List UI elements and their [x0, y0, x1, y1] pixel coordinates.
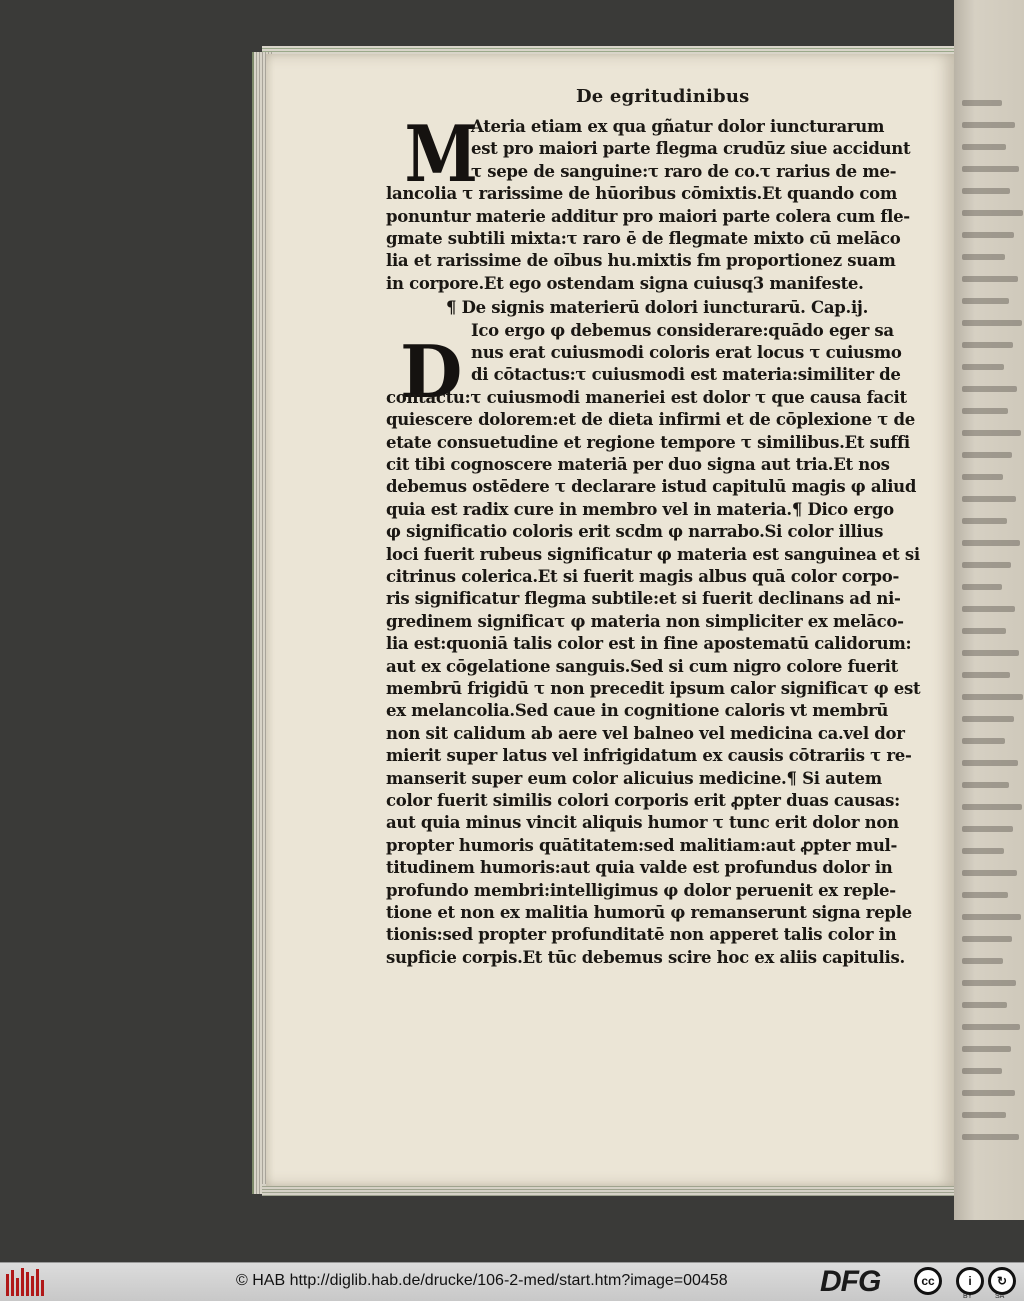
dfg-logo[interactable]: DFG: [820, 1265, 881, 1298]
adjacent-text-line: [962, 540, 1020, 546]
logo-bar: [6, 1274, 9, 1296]
adjacent-text-line: [962, 430, 1021, 436]
logo-bar: [21, 1268, 24, 1296]
adjacent-text-line: [962, 1046, 1011, 1052]
logo-bar: [31, 1276, 34, 1296]
logo-bar: [11, 1270, 14, 1296]
text-line: τ sepe de sanguine:τ raro de co.τ rarius de me-: [471, 161, 897, 181]
adjacent-text-line: [962, 804, 1022, 810]
adjacent-text-line: [962, 386, 1017, 392]
adjacent-text-line: [962, 122, 1015, 128]
initial-letter-d: D: [400, 329, 463, 414]
adjacent-text-line: [962, 694, 1023, 700]
logo-bar: [41, 1280, 44, 1296]
logo-bar: [36, 1269, 39, 1296]
text-line: non sit calidum ab aere vel balneo vel medicina ca.vel dor: [386, 723, 905, 743]
text-line: contactu:τ cuiusmodi maneriei est dolor τ que causa facit: [386, 387, 907, 407]
text-line: ponuntur materie additur pro maiori parte colera cum fle-: [386, 206, 910, 226]
text-line: gredinem significaτ φ materia non simpliciter ex melāco-: [386, 611, 904, 631]
adjacent-text-line: [962, 254, 1005, 260]
text-line: aut ex cōgelatione sanguis.Sed si cum nigro colore fuerit: [386, 656, 898, 676]
logo-bar: [16, 1278, 19, 1296]
adjacent-text-line: [962, 782, 1009, 788]
adjacent-text-line: [962, 144, 1006, 150]
adjacent-text-line: [962, 980, 1016, 986]
text-line: cit tibi cognoscere materiā per duo signa aut tria.Et nos: [386, 455, 890, 474]
adjacent-text-line: [962, 452, 1012, 458]
adjacent-page: [954, 0, 1024, 1220]
text-line: gmate subtili mixta:τ raro ē de flegmate mixto cū melāco: [386, 229, 901, 248]
adjacent-text-line: [962, 364, 1004, 370]
text-line: supficie corpis.Et tūc debemus scire hoc ex aliis capitulis.: [386, 947, 905, 967]
text-line: membrū frigidū τ non precedit ipsum calor significaτ φ est: [386, 679, 921, 698]
cc-license-icon[interactable]: cc: [914, 1267, 942, 1295]
adjacent-text-line: [962, 562, 1011, 568]
adjacent-text-line: [962, 760, 1018, 766]
text-line: nus erat cuiusmodi coloris erat locus τ cuiusmo: [471, 343, 902, 362]
adjacent-text-line: [962, 848, 1004, 854]
adjacent-text-line: [962, 716, 1014, 722]
text-line: est pro maiori parte flegma crudūz siue accidunt: [471, 139, 911, 159]
credit-text[interactable]: © HAB http://diglib.hab.de/drucke/106-2-med/start.htm?image=00458: [236, 1272, 728, 1289]
running-head: De egritudinibus: [576, 86, 750, 107]
text-line: ex melancolia.Sed caue in cognitione caloris vt membrū: [386, 701, 889, 721]
text-line: etate consuetudine et regione tempore τ similibus.Et suffi: [386, 432, 910, 452]
adjacent-text-line: [962, 650, 1019, 656]
adjacent-text-line: [962, 320, 1022, 326]
text-line: lia et rarissime de oībus hu.mixtis fm proportionez suam: [386, 251, 896, 271]
adjacent-text-line: [962, 166, 1019, 172]
adjacent-text-line: [962, 1068, 1002, 1074]
adjacent-text-line: [962, 518, 1007, 524]
text-line: tionis:sed propter profunditatē non apperet talis color in: [386, 925, 897, 945]
adjacent-text-line: [962, 100, 1002, 106]
adjacent-text-line: [962, 276, 1018, 282]
by-label: BY: [963, 1293, 973, 1300]
adjacent-text-line: [962, 1134, 1019, 1140]
adjacent-text-line: [962, 1090, 1015, 1096]
text-line: ¶ De signis materierū dolori iuncturarū. Cap.ij.: [446, 298, 869, 318]
adjacent-text-line: [962, 870, 1017, 876]
adjacent-text-line: [962, 936, 1012, 942]
text-line: color fuerit similis colori corporis erit ꝓpter duas causas:: [386, 791, 900, 810]
text-line: di cōtactus:τ cuiusmodi est materia:similiter de: [471, 365, 901, 385]
adjacent-text-line: [962, 628, 1006, 634]
text-line: loci fuerit rubeus significatur φ materia est sanguinea et si: [386, 544, 920, 564]
adjacent-text-line: [962, 1024, 1020, 1030]
footer-bar: [0, 1262, 1024, 1301]
adjacent-text-line: [962, 584, 1002, 590]
by-attribution-icon[interactable]: i: [956, 1267, 984, 1295]
adjacent-text-line: [962, 892, 1008, 898]
adjacent-text-line: [962, 408, 1008, 414]
book-page: [266, 54, 954, 1186]
sa-sharealike-icon[interactable]: ↻: [988, 1267, 1016, 1295]
text-line: aut quia minus vincit aliquis humor τ tunc erit dolor non: [386, 813, 899, 833]
text-line: propter humoris quātitatem:sed malitiam:aut ꝓpter mul-: [386, 835, 898, 855]
adjacent-text-line: [962, 826, 1013, 832]
adjacent-text-line: [962, 298, 1009, 304]
text-line: citrinus colerica.Et si fuerit magis albus quā color corpo-: [386, 567, 900, 586]
adjacent-text-line: [962, 672, 1010, 678]
adjacent-text-line: [962, 606, 1015, 612]
adjacent-text-line: [962, 914, 1021, 920]
adjacent-text-line: [962, 342, 1013, 348]
text-line: tione et non ex malitia humorū φ remanserunt signa reple: [386, 903, 912, 922]
text-line: φ significatio coloris erit scdm φ narrabo.Si color illius: [386, 522, 884, 542]
adjacent-text-line: [962, 1002, 1007, 1008]
text-line: Ateria etiam ex qua gñatur dolor iuncturarum: [471, 117, 885, 136]
initial-letter-m: M: [404, 109, 478, 200]
adjacent-text-line: [962, 738, 1005, 744]
adjacent-text-line: [962, 1112, 1006, 1118]
adjacent-text-line: [962, 496, 1016, 502]
hab-logo-icon: [6, 1268, 46, 1296]
adjacent-text-line: [962, 210, 1023, 216]
text-line: manserit super eum color alicuius medicine.¶ Si autem: [386, 768, 882, 788]
text-line: titudinem humoris:aut quia valde est profundus dolor in: [386, 858, 893, 878]
text-line: lia est:quoniā talis color est in fine apostematū calidorum:: [386, 634, 912, 654]
text-line: in corpore.Et ego ostendam signa cuiusq3 manifeste.: [386, 273, 864, 293]
text-line: ris significatur flegma subtile:et si fuerit declinans ad ni-: [386, 589, 901, 609]
text-line: lancolia τ rarissime de hūoribus cōmixtis.Et quando com: [386, 184, 898, 204]
text-line: quia est radix cure in membro vel in materia.¶ Dico ergo: [386, 499, 894, 519]
text-line: mierit super latus vel infrigidatum ex causis cōtrariis τ re-: [386, 746, 912, 766]
text-line: Ico ergo φ debemus considerare:quādo eger sa: [471, 320, 894, 340]
adjacent-text-line: [962, 474, 1003, 480]
text-line: quiescere dolorem:et de dieta infirmi et de cōplexione τ de: [386, 410, 915, 430]
adjacent-text-line: [962, 958, 1003, 964]
text-line: profundo membri:intelligimus φ dolor peruenit ex reple-: [386, 880, 896, 900]
logo-bar: [26, 1272, 29, 1296]
sa-label: SA: [995, 1293, 1005, 1300]
text-line: debemus ostēdere τ declarare istud capitulū magis φ aliud: [386, 477, 917, 497]
adjacent-text-line: [962, 188, 1010, 194]
adjacent-text-line: [962, 232, 1014, 238]
